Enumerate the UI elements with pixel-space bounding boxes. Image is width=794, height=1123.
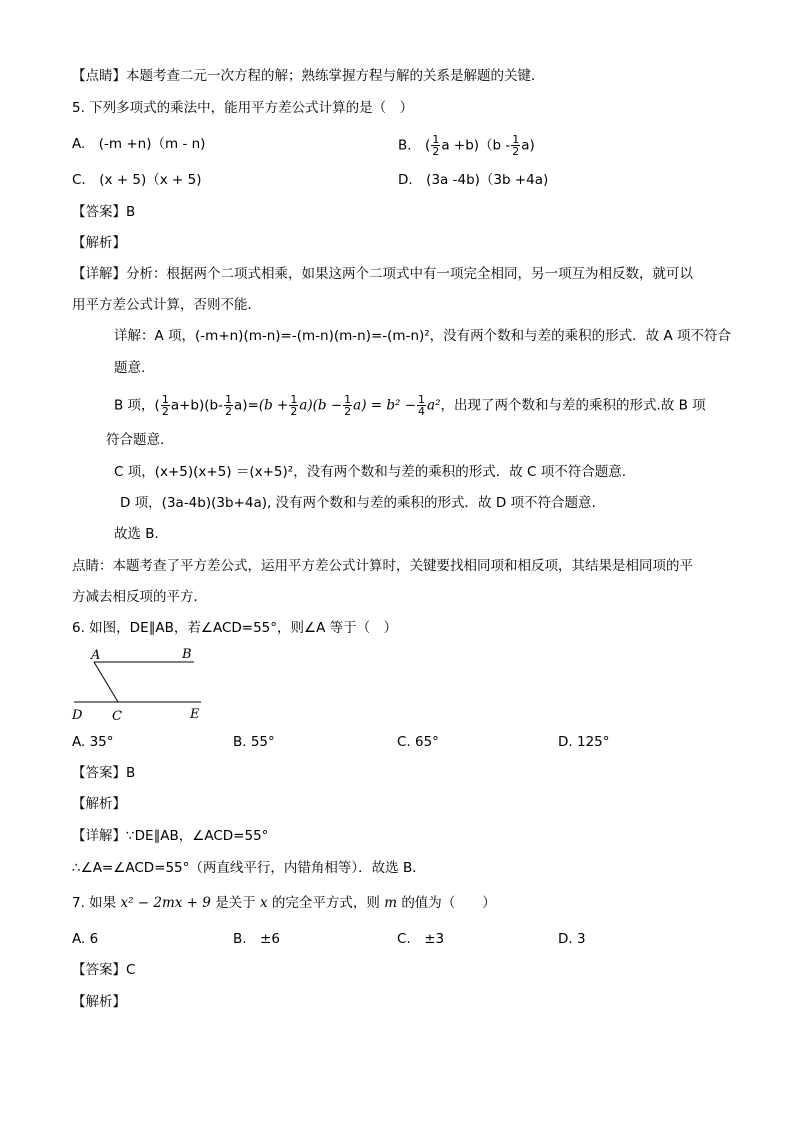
q7-stem: 7. 如果 x² − 2mx + 9 是关于 x 的完全平方式，则 m 的值为（ ）: [72, 895, 496, 911]
q5-b-item-line: B 项，( $\frac{1}{2}$ a+b)(b- $\frac{1}{2}$ a)=(b + $\frac{1}{2}$ a)(b − $\frac{1}{2}$ a) = b² − $\frac{1}{4}$ a²，出现了两个数和与差的乘积的形式.故 B 项: [114, 393, 706, 418]
q5-option-d: D. (3a -4b)（3b +4a): [398, 172, 549, 188]
q6-detail-line1: 【详解】∵DE∥AB，∠ACD=55°: [72, 828, 269, 844]
q7-option-c: C. ±3: [397, 931, 445, 947]
q7-option-d: D. 3: [558, 931, 586, 947]
dianjing-top: 【点睛】本题考查二元一次方程的解；熟练掌握方程与解的关系是解题的关键．: [72, 68, 545, 84]
q7-option-b: B. ±6: [233, 931, 280, 947]
q5-xiangjie-line2: 题意.: [114, 360, 146, 376]
q5-xiangjie-line1: 详解：A 项，(-m+n)(m-n)=-(m-n)(m-n)=-(m-n)²，没有两个数和与差的乘积的形式．故 A 项不符合: [114, 328, 731, 344]
q5-detail-line1: 【详解】分析：根据两个二项式相乘，如果这两个二项式中有一项完全相同，另一项互为相反数，就可以: [72, 266, 693, 282]
q5-answer: 【答案】B: [72, 204, 136, 220]
q5-jiexi: 【解析】: [72, 235, 126, 251]
q6-option-d: D. 125°: [558, 734, 610, 750]
q6-answer: 【答案】B: [72, 765, 136, 781]
line-ac: [94, 662, 118, 702]
label-a: A: [91, 648, 101, 663]
q5-dianjing-line1: 点睛：本题考查了平方差公式，运用平方差公式计算时，关键要找相同项和相反项，其结果是相同项的平: [72, 558, 693, 574]
q7-option-a: A. 6: [72, 931, 99, 947]
q6-option-b: B. 55°: [233, 734, 275, 750]
label-c: C: [112, 709, 122, 724]
q5-stem: 5. 下列多项式的乘法中，能用平方差公式计算的是（ ）: [72, 100, 414, 116]
q6-detail-line2: ∴∠A=∠ACD=55°（两直线平行，内错角相等）．故选 B．: [72, 860, 426, 876]
q5-option-b: B. ( $\frac{1}{2}$ a +b)（b - $\frac{1}{2}$ a): [398, 133, 535, 158]
label-e: E: [190, 707, 200, 722]
q7-answer: 【答案】C: [72, 962, 136, 978]
q6-figure: [66, 642, 216, 726]
q5-b-item-line2: 符合题意.: [106, 432, 165, 448]
q5-choose: 故选 B.: [114, 526, 159, 542]
q6-jiexi: 【解析】: [72, 796, 126, 812]
q5-c-item-line: C 项，(x+5)(x+5) ＝(x+5)²，没有两个数和与差的乘积的形式．故 C 项不符合题意.: [114, 464, 626, 480]
q6-option-a: A. 35°: [72, 734, 114, 750]
q5-option-a: A. (-m +n)（m - n): [72, 136, 206, 152]
q5-d-item-line: D 项，(3a-4b)(3b+4a), 没有两个数和与差的乘积的形式．故 D 项不符合题意.: [120, 495, 596, 511]
q7-jiexi: 【解析】: [72, 994, 126, 1010]
q5-detail-line2: 用平方差公式计算，否则不能．: [72, 297, 261, 313]
q5-option-c: C. (x + 5)（x + 5): [72, 172, 202, 188]
label-d: D: [72, 708, 83, 723]
q5-dianjing-line2: 方减去相反项的平方．: [72, 589, 207, 605]
q6-stem: 6. 如图，DE∥AB，若∠ACD=55°，则∠A 等于（ ）: [72, 620, 398, 636]
label-b: B: [182, 647, 192, 662]
q6-option-c: C. 65°: [397, 734, 439, 750]
